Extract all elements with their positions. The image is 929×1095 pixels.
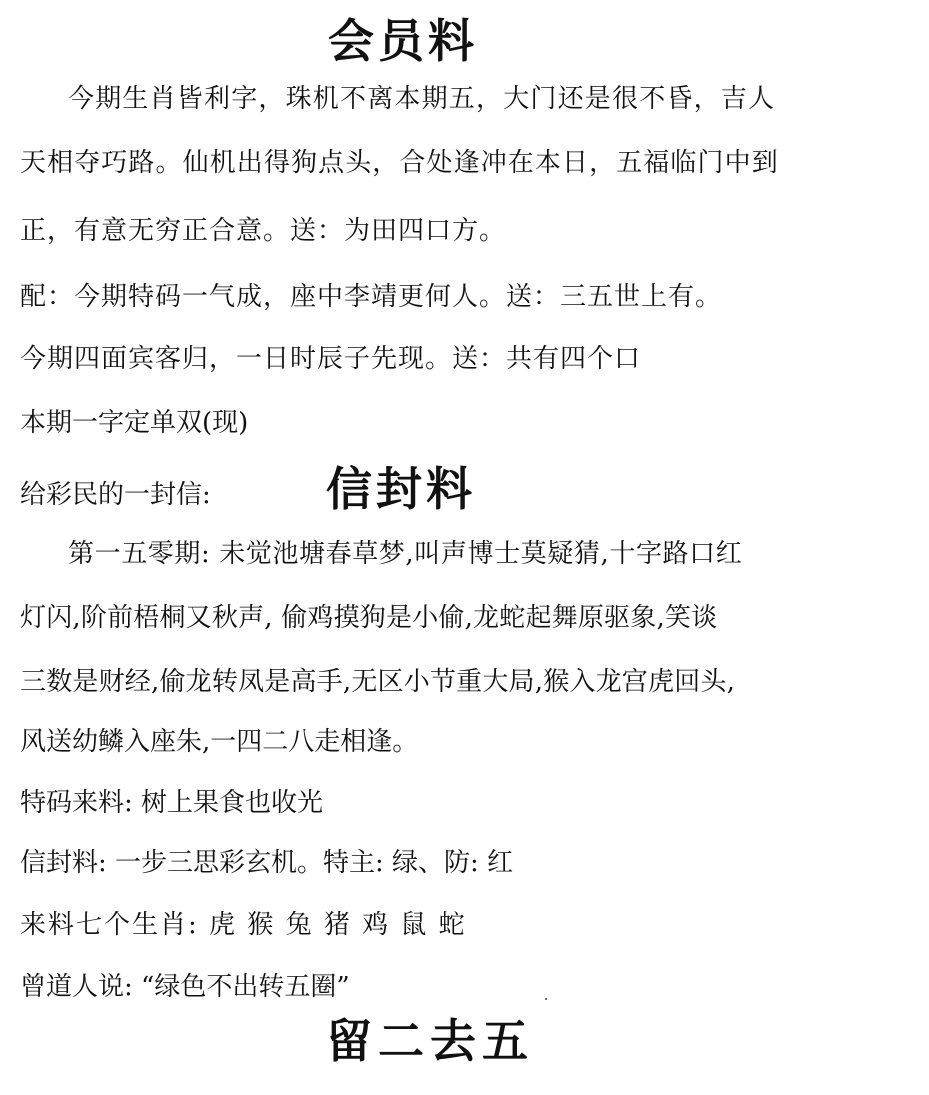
member-info-title: 会员料 xyxy=(328,14,478,68)
poem-line-1: 第一五零期: 未觉池塘春草梦,叫声博士莫疑猜,十字路口红 xyxy=(68,539,743,569)
poem-line-4: 风送幼鳞入座朱,一四二八走相逢。 xyxy=(20,727,419,757)
text-line-6: 本期一字定单双(现) xyxy=(20,408,249,438)
special-code-line: 特码来料: 树上果食也收光 xyxy=(20,788,324,818)
text-line-2: 天相夺巧路。仙机出得狗点头，合处逢冲在本日，五福临门中到 xyxy=(20,148,779,178)
zodiac-list-line: 来料七个生肖: 虎 猴 兔 猪 鸡 鼠 蛇 xyxy=(20,910,467,940)
poem-line-2: 灯闪,阶前梧桐又秋声, 偷鸡摸狗是小偷,龙蛇起舞原驱象,笑谈 xyxy=(20,603,718,633)
text-line-4: 配：今期特码一气成，座中李靖更何人。送：三五世上有。 xyxy=(20,282,723,312)
envelope-info-title: 信封料 xyxy=(326,462,476,516)
keep-remove-title: 留二去五 xyxy=(326,1014,534,1068)
text-line-1: 今期生肖皆利字，珠机不离本期五，大门还是很不昏，吉人 xyxy=(68,84,776,114)
text-line-5: 今期四面宾客归，一日时辰子先现。送：共有四个口 xyxy=(20,344,642,374)
text-line-3: 正，有意无穷正合意。送：为田四口方。 xyxy=(20,216,507,246)
envelope-info-line: 信封料: 一步三思彩玄机。特主: 绿、防: 红 xyxy=(20,848,514,878)
quote-line: 曾道人说: “绿色不出转五圈” xyxy=(20,972,350,1002)
scan-speck xyxy=(545,998,547,1000)
poem-line-3: 三数是财经,偷龙转凤是高手,无区小节重大局,猴入龙宫虎回头, xyxy=(20,667,736,697)
letter-intro-line: 给彩民的一封信: xyxy=(20,480,211,510)
